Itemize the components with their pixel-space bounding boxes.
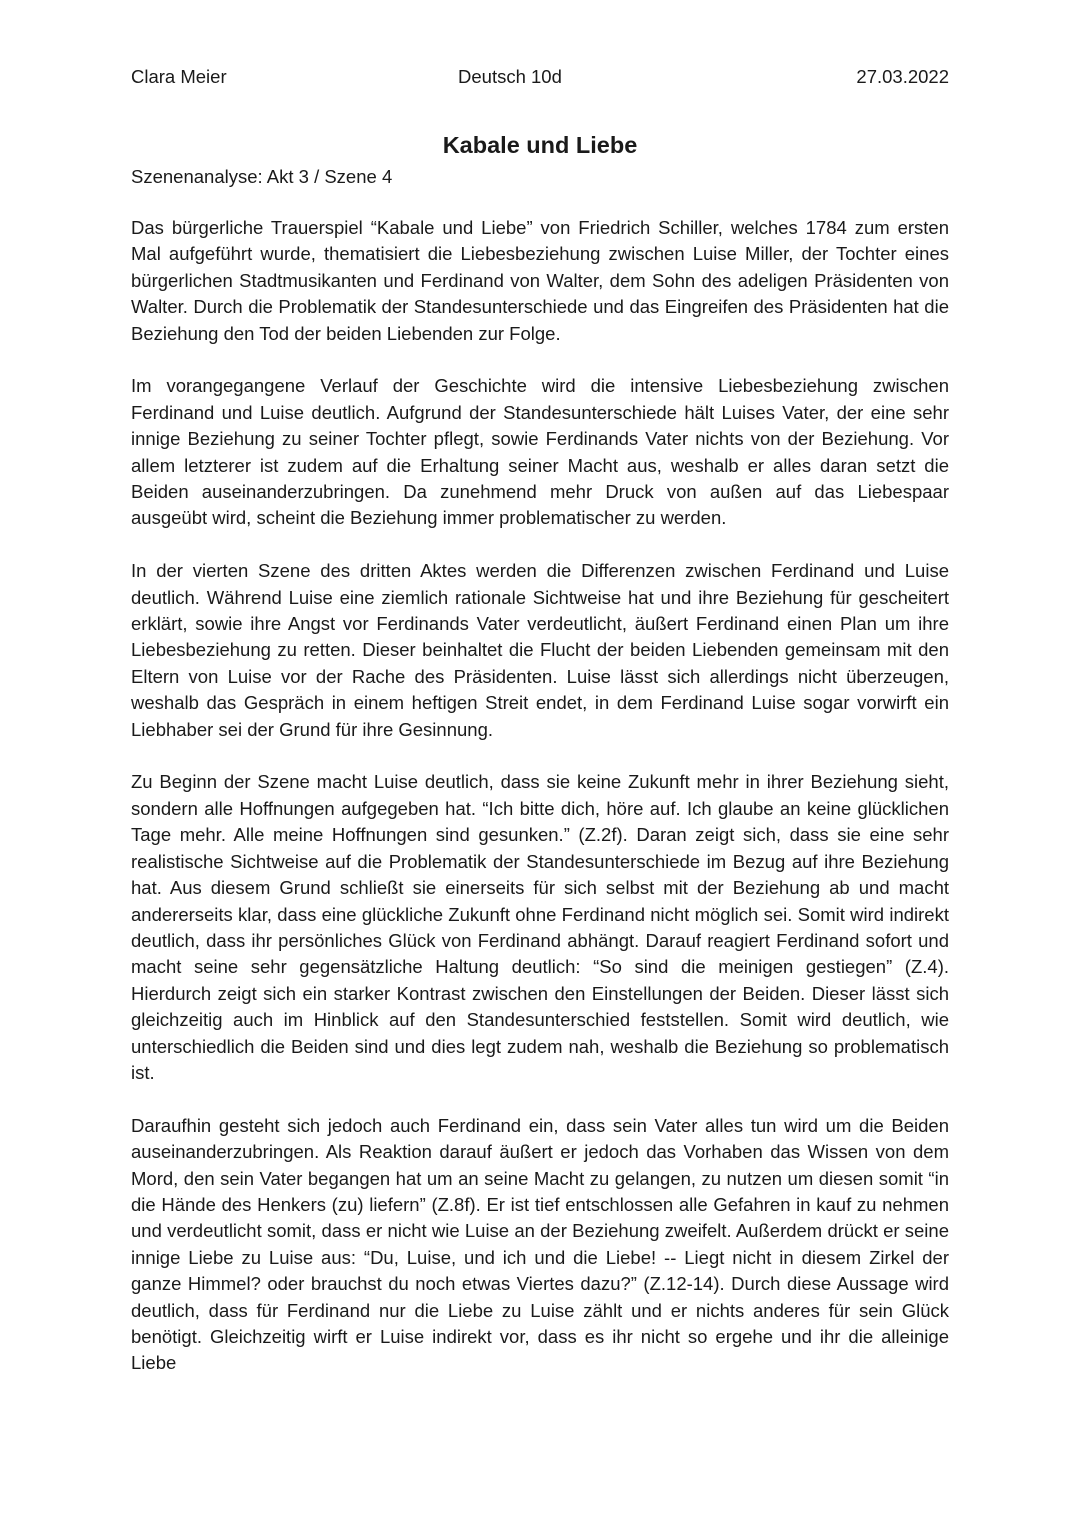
document-title: Kabale und Liebe bbox=[442, 132, 638, 158]
author-name: Clara Meier bbox=[131, 66, 227, 87]
paragraph-introduction: Das bürgerliche Trauerspiel “Kabale und Liebe” von Friedrich Schiller, welches 1784 zum ersten Mal aufgeführt wurde, thematisiert die Liebesbeziehung zwischen Luise Miller, der Tochter eines bürgerlichen Stadtmusikanten und Ferdinand von Walter, dem Sohn des adeligen Präsidenten von Walter. Durch die Problematik der Standesunterschiede und das Eingreifen des Präsidenten hat die Beziehung den Tod der beiden Liebenden zur Folge. bbox=[131, 217, 949, 344]
paragraph-scene-summary: In der vierten Szene des dritten Aktes werden die Differenzen zwischen Ferdinand und Luise deutlich. Während Luise eine ziemlich rationale Sichtweise hat und ihre Beziehung für gescheitert erklärt, sowie ihre Angst vor Ferdinands Vater verdeutlicht, äußert Ferdinand einen Plan um ihre Liebesbeziehung zu retten. Dieser beinhaltet die Flucht der beiden Liebenden gemeinsam mit den Eltern von Luise vor der Rache des Präsidenten. Luise lässt sich allerdings nicht überzeugen, weshalb das Gespräch in einem heftigen Streit endet, in dem Ferdinand Luise sogar vorwirft ein Liebhaber sei der Grund für ihre Gesinnung. bbox=[131, 560, 949, 740]
document-date: 27.03.2022 bbox=[856, 66, 949, 87]
paragraph-analysis-2: Daraufhin gesteht sich jedoch auch Ferdinand ein, dass sein Vater alles tun wird um die Beiden auseinanderzubringen. Als Reaktion darauf äußert er jedoch das Vorhaben das Wissen von dem Mord, den sein Vater begangen hat um an seine Macht zu gelangen, zu nutzen um diesen somit “in die Hände des Henkers (zu) liefern” (Z.8f). Er ist tief entschlossen alle Gefahren in kauf zu nehmen und verdeutlicht somit, dass er nicht wie Luise an der Beziehung zweifelt. Außerdem drückt er seine innige Liebe zu Luise aus: “Du, Luise, und ich und die Liebe! -- Liegt nicht in diesem Zirkel der ganze Himmel? oder brauchst du noch etwas Viertes dazu?” (Z.12-14). Durch diese Aussage wird deutlich, dass für Ferdinand nur die Liebe zu Luise zählt und er nichts anderes für sein Glück benötigt. Gleichzeitig wirft er Luise indirekt vor, dass es ihr nicht so ergehe und ihr die alleinige Liebe bbox=[131, 1114, 949, 1374]
page-header bbox=[131, 64, 949, 92]
document-subtitle: Szenenanalyse: Akt 3 / Szene 4 bbox=[131, 166, 393, 187]
document-body bbox=[131, 215, 949, 1403]
paragraph-context: Im vorangegangene Verlauf der Geschichte wird die intensive Liebesbeziehung zwischen Ferdinand und Luise deutlich. Aufgrund der Standesunterschiede hält Luises Vater, der eine sehr innige Beziehung zu seiner Tochter pflegt, sowie Ferdinands Vater nichts von der Beziehung. Vor allem letzterer ist zudem auf die Erhaltung seiner Macht aus, weshalb er alles daran setzt die Beiden auseinanderzubringen. Da zunehmend mehr Druck von außen auf das Liebespaar ausgeübt wird, scheint die Beziehung immer problematischer zu werden. bbox=[131, 375, 949, 529]
paragraph-analysis-1: Zu Beginn der Szene macht Luise deutlich, dass sie keine Zukunft mehr in ihrer Beziehung sieht, sondern alle Hoffnungen aufgegeben hat. “Ich bitte dich, höre auf. Ich glaube an keine glücklichen Tage mehr. Alle meine Hoffnungen sind gesunken.” (Z.2f). Daran zeigt sich, dass sie eine sehr realistische Sichtweise auf die Problematik der Standesunterschiede im Bezug auf ihre Beziehung hat. Aus diesem Grund schließt sie einerseits für sich selbst mit der Beziehung ab und macht andererseits klar, dass eine glückliche Zukunft ohne Ferdinand nicht möglich sei. Somit wird indirekt deutlich, dass ihr persönliches Glück von Ferdinand abhängt. Darauf reagiert Ferdinand sofort und macht seine sehr gegensätzliche Haltung deutlich: “So sind die meinigen gestiegen” (Z.4). Hierdurch zeigt sich ein starker Kontrast zwischen den Einstellungen der Beiden. Dieser lässt sich gleichzeitig auch im Hinblick auf den Standesunterschied feststellen. Somit wird deutlich, wie unterschiedlich die Beiden sind und dies legt zudem nah, weshalb die Beziehung so problematisch ist. bbox=[131, 771, 949, 1083]
course-name: Deutsch 10d bbox=[458, 66, 562, 87]
